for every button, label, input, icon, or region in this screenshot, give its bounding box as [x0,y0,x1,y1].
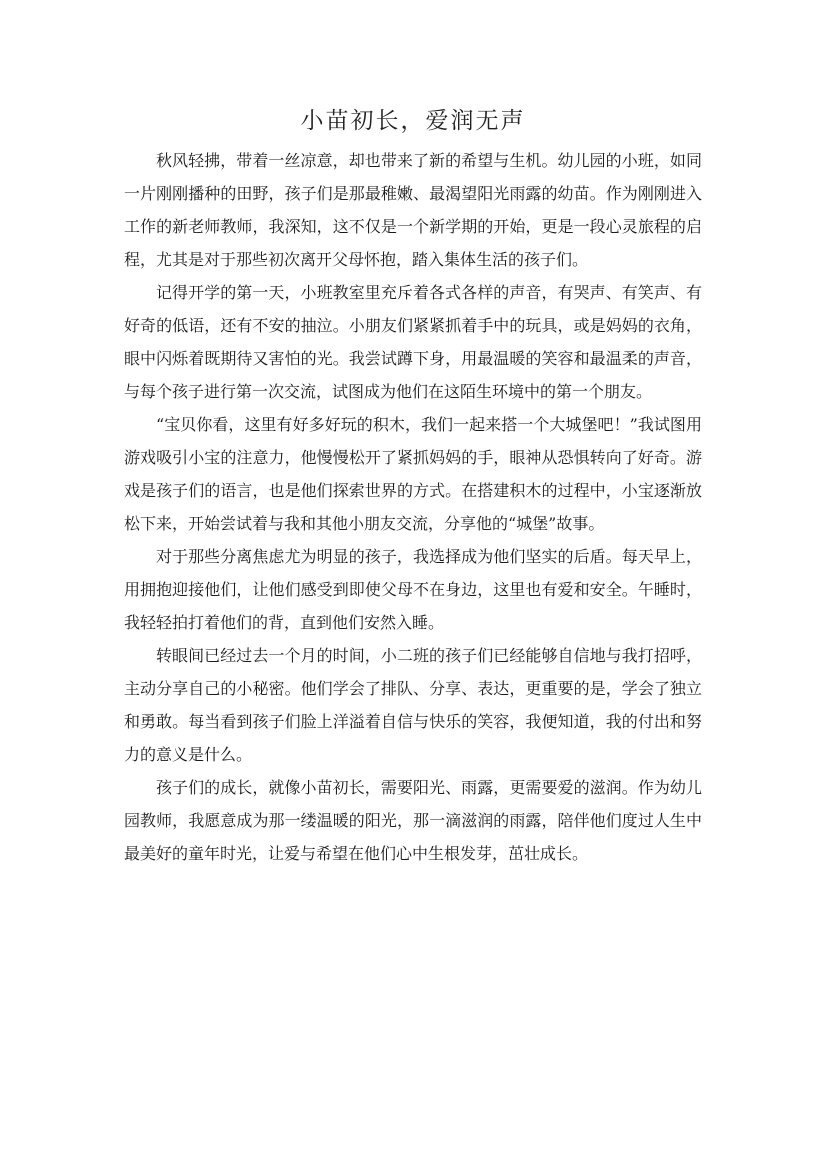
paragraph-4: 对于那些分离焦虑尤为明显的孩子，我选择成为他们坚实的后盾。每天早上，用拥抱迎接他们，让他们感受到即使父母不在身边，这里也有爱和安全。午睡时，我轻轻拍打着他们的背，直到他们安然入睡。 [124,547,702,632]
paragraph-6: 孩子们的成长，就像小苗初长，需要阳光、雨露，更需要爱的滋润。作为幼儿园教师，我愿意成为那一缕温暖的阳光，那一滴滋润的雨露，陪伴他们度过人生中最美好的童年时光，让爱与希望在他们心中生根发芽，茁壮成长。 [124,778,702,863]
paragraph-3: “宝贝你看，这里有好多好玩的积木，我们一起来搭一个大城堡吧！”我试图用游戏吸引小宝的注意力，他慢慢松开了紧抓妈妈的手，眼神从恐惧转向了好奇。游戏是孩子们的语言，也是他们探索世界的方式。在搭建积木的过程中，小宝逐渐放松下来，开始尝试着与我和其他小朋友交流，分享他的“城堡”故事。 [124,415,702,533]
paragraph-2: 记得开学的第一天，小班教室里充斥着各式各样的声音，有哭声、有笑声、有好奇的低语，还有不安的抽泣。小朋友们紧紧抓着手中的玩具，或是妈妈的衣角，眼中闪烁着既期待又害怕的光。我尝试蹲下身，用最温暖的笑容和最温柔的声音，与每个孩子进行第一次交流，试图成为他们在这陌生环境中的第一个朋友。 [124,283,702,401]
paragraph-1: 秋风轻拂，带着一丝凉意，却也带来了新的希望与生机。幼儿园的小班，如同一片刚刚播种的田野，孩子们是那最稚嫩、最渴望阳光雨露的幼苗。作为刚刚进入工作的新老师教师，我深知，这不仅是一个新学期的开始，更是一段心灵旅程的启程，尤其是对于那些初次离开父母怀抱，踏入集体生活的孩子们。 [124,151,702,269]
paragraph-5: 转眼间已经过去一个月的时间，小二班的孩子们已经能够自信地与我打招呼，主动分享自己的小秘密。他们学会了排队、分享、表达，更重要的是，学会了独立和勇敢。每当看到孩子们脸上洋溢着自信与快乐的笑容，我便知道，我的付出和努力的意义是什么。 [124,646,702,764]
document-body [124,144,702,870]
document-title: 小苗初长，爱润无声 [300,108,526,134]
